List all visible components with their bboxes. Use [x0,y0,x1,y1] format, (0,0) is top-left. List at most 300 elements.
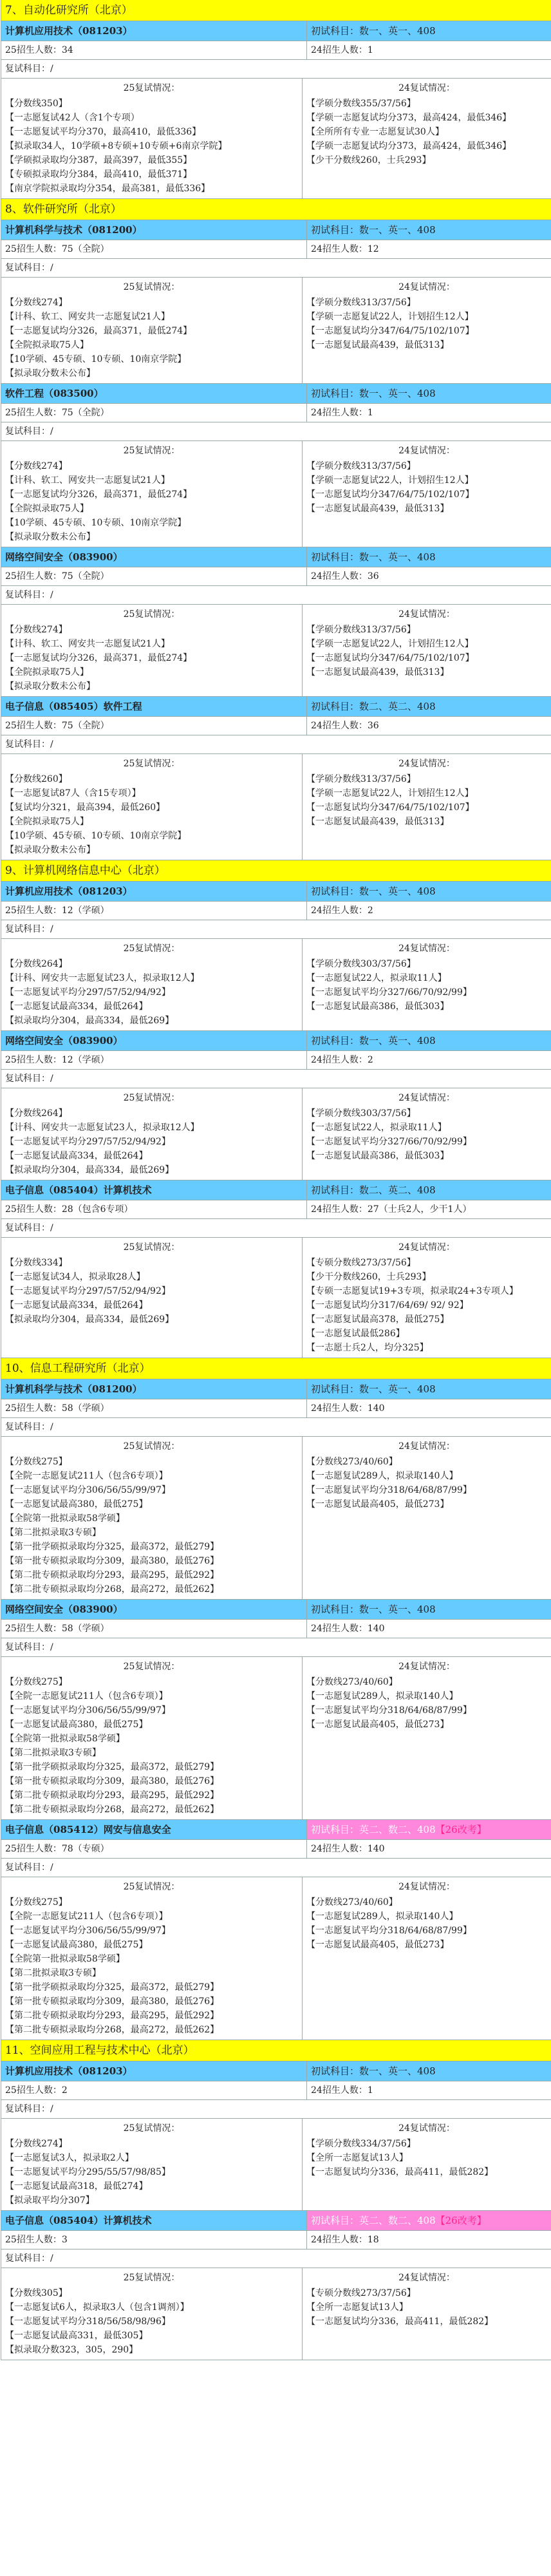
retest-subjects: 复试科目：/ [1,735,551,754]
major-name: 计算机科学与技术（081200） [1,1379,307,1399]
major-header-row [1,1820,551,1840]
retest-subjects: 复试科目：/ [1,2249,551,2268]
exam-subjects [307,1031,551,1050]
stats-2025-line: 【专硕拟录取均分384，最高410，最低371】 [5,169,192,180]
stats-2025-line: 【分数线260】 [5,774,68,784]
stats-2024-heading: 24复试情况： [398,1662,455,1672]
stats-2025-line: 【学硕拟录取均分387，最高397，最低355】 [5,155,192,166]
stats-2025-line: 【一志愿复试最高380，最低275】 [5,1719,148,1730]
major-name: 网络空间安全（083900） [1,547,307,567]
quota-row [1,902,551,920]
stats-2025-column [1,2119,303,2210]
retest-stats-row [1,79,551,199]
stats-2025-line: 【第二批专硕拟录取均分268，最高272，最低262】 [5,1804,219,1815]
stats-2025-line: 【分数线275】 [5,1897,68,1908]
institute-title: 7、自动化研究所（北京） [1,0,551,21]
stats-2024-heading: 24复试情况： [398,1882,455,1892]
stats-2025-line: 【计科、网安共一志愿复试23人，拟录取12人】 [5,1122,200,1133]
stats-2025-line: 【分数线275】 [5,1677,68,1687]
exam-subjects [307,220,551,240]
exam-subjects [307,697,551,716]
stats-2025-line: 【一志愿复试42人（含1个专项） [5,113,140,123]
stats-2024-line: 【学硕一志愿复试22人，计划招生12人】 [306,639,474,649]
quota-row [1,1051,551,1070]
stats-2024-line: 【学硕一志愿复试均分373，最高424，最低346】 [306,113,512,123]
retest-stats-row [1,1238,551,1358]
stats-2024-line: 【学硕分数线313/37/56】 [306,774,416,784]
retest-stats-row [1,1657,551,1820]
exam-subjects-text: 初试科目：数一、英一、408 [311,551,436,563]
major-name: 网络空间安全（083900） [1,1031,307,1050]
stats-2025-line: 【一志愿复试最高334，最低264】 [5,1300,148,1311]
exam-subjects-text: 初试科目：数一、英一、408 [311,1383,436,1395]
stats-2025-line: 【全院第一批拟录取58学硕】 [5,1734,125,1744]
exam-change-note: 【26改考】 [435,1824,487,1835]
stats-2025-line: 【南京学院拟录取均分354，最高381，最低336】 [5,184,210,194]
quota-row [1,1620,551,1638]
stats-2025-line: 【拟录取分数未公布】 [5,532,95,542]
retest-subjects: 复试科目：/ [1,2100,551,2119]
stats-2025-line: 【第一批学硕拟录取均分325，最高372，最低279】 [5,1762,219,1772]
quota-row [1,240,551,259]
stats-2024-heading: 24复试情况： [398,1093,455,1103]
stats-2024-line: 【学硕分数线334/37/56】 [306,2139,416,2149]
stats-2025-line: 【一志愿复试平均分306/56/55/99/97】 [5,1926,171,1936]
quota-2024: 24招生人数：12 [311,244,379,254]
stats-2025-heading: 25复试情况： [123,1662,180,1672]
stats-2025-line: 【拟录取分数323，305，290】 [5,2345,138,2355]
stats-2024-line: 【专硕一志愿复试19+3专项，拟录取24+3专项人】 [306,1286,518,1296]
stats-2025-line: 【第二批专硕拟录取均分293，最高295，最低292】 [5,2011,219,2021]
stats-2025-line: 【第一批专硕拟录取均分309，最高380，最低276】 [5,1556,219,1566]
stats-2025-line: 【计科、软工、网安共一志愿复试21人】 [5,312,170,322]
stats-2024-line: 【学硕分数线313/37/56】 [306,298,416,308]
institute-title: 9、计算机网络信息中心（北京） [1,860,551,882]
stats-2025-line: 【全院拟录取75人】 [5,667,89,677]
stats-2025-column [1,605,303,696]
exam-subjects-text: 初试科目：数二、英二、408 [311,1184,436,1196]
stats-2025-line: 【分数线274】 [5,2139,68,2149]
stats-2025-line: 【分数线274】 [5,461,68,471]
stats-2025-column [1,939,303,1030]
stats-2025-column [1,1877,303,2040]
exam-subjects [307,2061,551,2081]
stats-2025-line: 【全院第一批拟录取58学硕】 [5,1513,125,1524]
stats-2025-line: 【拟录取分数未公布】 [5,845,95,855]
quota-2024: 24招生人数：27（士兵2人，少干1人） [311,1204,472,1215]
stats-2024-column [303,1437,551,1599]
stats-2025-line: 【一志愿复试最高380，最低275】 [5,1499,148,1510]
stats-2025-line: 【拟录取均分304，最高334，最低269】 [5,1016,174,1026]
stats-2024-line: 【少干分数线260，士兵293】 [306,1272,431,1282]
stats-2025-line: 【全院第一批拟录取58学硕】 [5,1954,125,1964]
stats-2024-line: 【学硕一志愿复试22人，计划招生12人】 [306,788,474,799]
stats-2024-line: 【学硕分数线313/37/56】 [306,625,416,635]
stats-2025-line: 【第一批学硕拟录取均分325，最高372，最低279】 [5,1982,219,1993]
stats-2024-line: 【一志愿复试最高439，最低313】 [306,667,449,677]
stats-2025-line: 【一志愿复试平均分306/56/55/99/97】 [5,1705,171,1716]
stats-2025-heading: 25复试情况： [123,1093,180,1103]
stats-2024-column [303,79,551,198]
stats-2025-line: 【一志愿复试平均分318/56/58/98/96】 [5,2316,171,2327]
stats-2024-line: 【分数线273/40/60】 [306,1457,398,1467]
major-header-row [1,1180,551,1200]
stats-2024-line: 【学硕一志愿复试22人，计划招生12人】 [306,312,474,322]
exam-subjects [307,547,551,567]
retest-subjects: 复试科目：/ [1,1638,551,1657]
stats-2024-heading: 24复试情况： [398,609,455,620]
quota-2025: 25招生人数：28（包含6专项） [1,1200,307,1218]
stats-2024-line: 【一志愿复试最高386，最低303】 [306,1001,449,1012]
admission-document [1,0,551,2360]
stats-2025-line: 【分数线274】 [5,625,68,635]
quota-row [1,41,551,60]
exam-subjects [307,21,551,41]
stats-2025-line: 【计科、软工、网安共一志愿复试21人】 [5,475,170,486]
stats-2025-heading: 25复试情况： [123,446,180,456]
stats-2025-heading: 25复试情况： [123,1441,180,1452]
quota-2025: 25招生人数：58（学硕） [1,1620,307,1638]
exam-subjects-text: 初试科目：数一、英一、408 [311,25,436,37]
stats-2025-line: 【第二批专硕拟录取均分268，最高272，最低262】 [5,2025,219,2035]
stats-2024-column [303,1877,551,2040]
stats-2025-heading: 25复试情况： [123,759,180,769]
stats-2025-line: 【一志愿复试最高380，最低275】 [5,1940,148,1950]
exam-subjects-text: 初试科目：数一、英一、408 [311,224,436,236]
stats-2025-line: 【分数线264】 [5,1108,68,1119]
stats-2024-line: 【少干分数线260，士兵293】 [306,155,431,166]
stats-2024-line: 【分数线273/40/60】 [306,1677,398,1687]
exam-subjects-text: 初试科目：英二、数二、408 [311,2215,436,2226]
stats-2025-heading: 25复试情况： [123,2273,180,2283]
stats-2024-heading: 24复试情况： [398,282,455,292]
stats-2024-line: 【学硕分数线313/37/56】 [306,461,416,471]
stats-2025-line: 【10学硕、45专硕、10专硕、10南京学院】 [5,831,187,841]
stats-2025-line: 【拟录取平均分307】 [5,2195,95,2206]
stats-2024-line: 【一志愿复试最高386，最低303】 [306,1151,449,1161]
stats-2024-heading: 24复试情况： [398,1242,455,1253]
major-header-row [1,1600,551,1620]
stats-2025-line: 【拟录取均分304，最高334，最低269】 [5,1314,174,1325]
quota-row [1,2081,551,2100]
stats-2024-line: 【一志愿复试最高405，最低273】 [306,1719,449,1730]
major-name: 网络空间安全（083900） [1,1600,307,1619]
stats-2025-column [1,79,303,198]
stats-2024-line: 【一志愿复试均分347/64/75/102/107】 [306,489,474,500]
quota-2025: 25招生人数：34 [1,41,307,59]
stats-2025-line: 【一志愿复试最高334，最低264】 [5,1001,148,1012]
quota-2024: 24招生人数：18 [311,2235,379,2245]
stats-2025-line: 【第二批拟录取3专硕】 [5,1528,101,1538]
exam-subjects [307,384,551,403]
stats-2025-line: 【一志愿复试34人，拟录取28人】 [5,1272,145,1282]
exam-subjects [307,1820,551,1839]
major-name: 电子信息（085404）计算机技术 [1,1180,307,1200]
stats-2024-line: 【一志愿复试均分347/64/75/102/107】 [306,326,474,336]
stats-2025-column [1,1238,303,1358]
quota-2025: 25招生人数：75（全院） [1,240,307,258]
stats-2025-line: 【分数线305】 [5,2288,68,2298]
stats-2025-line: 【一志愿复试平均分297/57/52/94/92】 [5,987,171,998]
retest-stats-row [1,2268,551,2360]
stats-2025-line: 【一志愿复试均分326，最高371，最低274】 [5,489,192,500]
stats-2025-line: 【10学硕、45专硕、10专硕、10南京学院】 [5,354,187,365]
quota-2025: 25招生人数：12（学硕） [1,902,307,920]
stats-2025-line: 【一志愿复试87人（含15专项）】 [5,788,141,799]
retest-stats-row [1,278,551,384]
stats-2024-column [303,605,551,696]
stats-2025-column [1,441,303,547]
stats-2024-line: 【专硕分数线273/37/56】 [306,1258,416,1268]
quota-2024: 24招生人数：2 [311,1055,373,1065]
exam-subjects-text: 初试科目：数一、英一、408 [311,1035,436,1046]
retest-stats-row [1,441,551,547]
stats-2025-line: 【全院一志愿复试211人（包含6专项）】 [5,1471,168,1481]
major-header-row [1,220,551,240]
quota-2025: 25招生人数：78（专硕） [1,1840,307,1858]
stats-2024-line: 【一志愿复试均分347/64/75/102/107】 [306,802,474,813]
stats-2025-line: 【全院拟录取75人】 [5,504,89,514]
stats-2024-line: 【学硕分数线303/37/56】 [306,1108,416,1119]
major-header-row [1,21,551,41]
exam-change-note: 【26改考】 [435,2215,487,2226]
stats-2024-line: 【一志愿士兵2人，均分325】 [306,1343,429,1353]
stats-2025-line: 【一志愿复试3人，拟录取2人】 [5,2153,134,2163]
stats-2024-line: 【一志愿复试最高439，最低313】 [306,817,449,827]
stats-2024-line: 【一志愿复试平均分318/64/68/87/99】 [306,1926,472,1936]
stats-2024-line: 【全所所有专业一志愿复试30人】 [306,127,444,137]
stats-2025-column [1,1657,303,1819]
stats-2025-line: 【10学硕、45专硕、10专硕、10南京学院】 [5,518,187,528]
major-header-row [1,1031,551,1051]
stats-2025-line: 【分数线264】 [5,959,68,969]
retest-subjects: 复试科目：/ [1,920,551,939]
quota-2025: 25招生人数：12（学硕） [1,1051,307,1069]
stats-2025-line: 【一志愿复试最高318，最低274】 [5,2181,148,2192]
retest-subjects: 复试科目：/ [1,1219,551,1238]
stats-2024-line: 【一志愿复试均分336，最高411，最低282】 [306,2316,494,2327]
retest-subjects: 复试科目：/ [1,1859,551,1877]
stats-2024-heading: 24复试情况： [398,446,455,456]
stats-2025-line: 【全院拟录取75人】 [5,817,89,827]
quota-row [1,1200,551,1219]
stats-2024-line: 【一志愿复试最高439，最低313】 [306,504,449,514]
stats-2025-line: 【第一批专硕拟录取均分309，最高380，最低276】 [5,1776,219,1786]
stats-2025-line: 【一志愿复试均分326，最高371，最低274】 [5,653,192,663]
stats-2025-line: 【一志愿复试平均分295/55/57/98/85】 [5,2167,171,2177]
stats-2024-line: 【学硕分数线303/37/56】 [306,959,416,969]
stats-2024-heading: 24复试情况： [398,2273,455,2283]
major-header-row [1,2061,551,2081]
quota-2024: 24招生人数：36 [311,721,379,731]
stats-2024-line: 【全所一志愿复试13人】 [306,2153,408,2163]
retest-subjects: 复试科目：/ [1,586,551,605]
stats-2024-line: 【一志愿复试均分317/64/69/ 92/ 92】 [306,1300,469,1311]
stats-2025-heading: 25复试情况： [123,943,180,954]
stats-2025-line: 【全院一志愿复试211人（包含6专项）】 [5,1691,168,1701]
stats-2024-line: 【一志愿复试289人，拟录取140人】 [306,1911,458,1922]
institute-title: 8、软件研究所（北京） [1,199,551,220]
retest-stats-row [1,939,551,1031]
stats-2025-heading: 25复试情况： [123,282,180,292]
major-header-row [1,697,551,717]
stats-2025-column [1,278,303,383]
stats-2025-line: 【拟录取均分304，最高334，最低269】 [5,1165,174,1175]
stats-2024-line: 【学硕一志愿复试22人，计划招生12人】 [306,475,474,486]
stats-2025-column [1,1437,303,1599]
stats-2024-line: 【一志愿复试289人，拟录取140人】 [306,1471,458,1481]
stats-2024-line: 【专硕分数线273/37/56】 [306,2288,416,2298]
quota-2024: 24招生人数：140 [311,1844,385,1854]
stats-2025-line: 【计科、软工、网安共一志愿复试21人】 [5,639,170,649]
stats-2024-heading: 24复试情况： [398,83,455,93]
stats-2025-line: 【一志愿复试6人，拟录取3人（包含1调剂）】 [5,2302,189,2313]
stats-2025-line: 【一志愿复试最高334，最低264】 [5,1151,148,1161]
stats-2025-line: 【第一批专硕拟录取均分309，最高380，最低276】 [5,1996,219,2007]
retest-subjects: 复试科目：/ [1,1070,551,1088]
stats-2025-line: 【一志愿复试均分326，最高371，最低274】 [5,326,192,336]
major-name: 计算机科学与技术（081200） [1,220,307,240]
stats-2024-line: 【一志愿复试22人，拟录取11人】 [306,1122,447,1133]
quota-2025: 25招生人数：75（全院） [1,567,307,585]
stats-2025-line: 【拟录取分数未公布】 [5,681,95,692]
stats-2024-heading: 24复试情况： [398,2123,455,2134]
quota-2024: 24招生人数：1 [311,2085,373,2096]
stats-2024-line: 【一志愿复试最低286】 [306,1329,405,1339]
stats-2025-heading: 25复试情况： [123,1882,180,1892]
retest-stats-row [1,1877,551,2040]
major-name: 计算机应用技术（081203） [1,882,307,901]
quota-row [1,2231,551,2249]
stats-2025-line: 【拟录取分数未公布】 [5,368,95,379]
stats-2024-line: 【一志愿复试平均分318/64/68/87/99】 [306,1485,472,1495]
quota-2025: 25招生人数：75（全院） [1,717,307,735]
quota-row [1,404,551,422]
retest-subjects: 复试科目：/ [1,1418,551,1437]
major-header-row [1,384,551,404]
stats-2025-line: 【计科、网安共一志愿复试23人，拟录取12人】 [5,973,200,983]
stats-2025-line: 【第二批专硕拟录取均分293，最高295，最低292】 [5,1790,219,1801]
stats-2024-line: 【一志愿复试最高405，最低273】 [306,1940,449,1950]
stats-2025-heading: 25复试情况： [123,609,180,620]
stats-2025-heading: 25复试情况： [123,83,180,93]
major-header-row [1,547,551,567]
major-name: 电子信息（085404）计算机技术 [1,2211,307,2230]
stats-2025-line: 【全院一志愿复试211人（包含6专项）】 [5,1911,168,1922]
major-name: 电子信息（085405）软件工程 [1,697,307,716]
stats-2025-line: 【第一批学硕拟录取均分325，最高372，最低279】 [5,1542,219,1552]
exam-subjects [307,1180,551,1200]
stats-2025-column [1,754,303,860]
exam-subjects-text: 初试科目：英二、数二、408 [311,1824,436,1835]
retest-stats-row [1,2119,551,2211]
stats-2024-line: 【一志愿复试平均分327/66/70/92/99】 [306,987,472,998]
stats-2024-column [303,1657,551,1819]
stats-2024-line: 【一志愿复试最高405，最低273】 [306,1499,449,1510]
stats-2025-line: 【一志愿复试平均分297/57/52/94/92】 [5,1137,171,1147]
stats-2024-line: 【一志愿复试289人，拟录取140人】 [306,1691,458,1701]
exam-subjects [307,1379,551,1399]
stats-2025-line: 【一志愿复试平均分306/56/55/99/97】 [5,1485,171,1495]
stats-2024-column [303,278,551,383]
stats-2025-line: 【拟录取34人，10学硕+8专硕+10专硕+6南京学院】 [5,141,227,151]
stats-2025-column [1,2268,303,2360]
stats-2024-line: 【一志愿复试最高439，最低313】 [306,340,449,350]
stats-2024-line: 【一志愿复试22人，拟录取11人】 [306,973,447,983]
stats-2024-column [303,441,551,547]
stats-2024-column [303,754,551,860]
stats-2025-line: 【第二批专硕拟录取均分293，最高295，最低292】 [5,1570,219,1580]
major-name: 软件工程（083500） [1,384,307,403]
institute-title: 11、空间应用工程与技术中心（北京） [1,2040,551,2061]
exam-subjects [307,1600,551,1619]
stats-2024-line: 【一志愿复试平均分318/64/68/87/99】 [306,1705,472,1716]
major-header-row [1,882,551,902]
quota-2025: 25招生人数：75（全院） [1,404,307,422]
stats-2024-heading: 24复试情况： [398,1441,455,1452]
stats-2025-line: 【第二批拟录取3专硕】 [5,1968,101,1978]
institute-title: 10、信息工程研究所（北京） [1,1358,551,1379]
quota-2024: 24招生人数：140 [311,1624,385,1634]
quota-2025: 25招生人数：58（学硕） [1,1399,307,1417]
exam-subjects-text: 初试科目：数二、英二、408 [311,701,436,712]
stats-2025-line: 【分数线334】 [5,1258,68,1268]
stats-2024-line: 【一志愿复试平均分327/66/70/92/99】 [306,1137,472,1147]
quota-row [1,567,551,586]
stats-2024-column [303,2119,551,2210]
stats-2024-column [303,1238,551,1358]
retest-stats-row [1,1088,551,1180]
retest-stats-row [1,605,551,697]
exam-subjects [307,2211,551,2230]
stats-2025-line: 【第二批拟录取3专硕】 [5,1748,101,1758]
major-name: 计算机应用技术（081203） [1,21,307,41]
stats-2025-line: 【全院拟录取75人】 [5,340,89,350]
stats-2024-column [303,2268,551,2360]
stats-2024-line: 【学硕分数线355/37/56】 [306,99,416,109]
retest-subjects: 复试科目：/ [1,422,551,441]
stats-2024-line: 【一志愿复试均分336，最高411，最低282】 [306,2167,494,2177]
stats-2025-line: 【分数线274】 [5,298,68,308]
stats-2025-line: 【一志愿复试最高331，最低305】 [5,2331,148,2341]
stats-2025-line: 【分数线350】 [5,99,68,109]
quota-2024: 24招生人数：36 [311,571,379,582]
stats-2024-line: 【全所一志愿复试13人】 [306,2302,408,2313]
exam-subjects-text: 初试科目：数一、英一、408 [311,388,436,399]
exam-subjects-text: 初试科目：数一、英一、408 [311,2065,436,2077]
major-header-row [1,1379,551,1399]
retest-stats-row [1,1437,551,1600]
major-name: 电子信息（085412）网安与信息安全 [1,1820,307,1839]
quota-2025: 25招生人数：2 [1,2081,307,2099]
stats-2025-column [1,1088,303,1180]
stats-2024-heading: 24复试情况： [398,759,455,769]
exam-subjects [307,882,551,901]
stats-2024-line: 【一志愿复试最高378，最低275】 [306,1314,449,1325]
quota-row [1,1840,551,1859]
quota-2024: 24招生人数：1 [311,45,373,55]
retest-subjects: 复试科目：/ [1,60,551,79]
stats-2025-line: 【第二批专硕拟录取均分268，最高272，最低262】 [5,1584,219,1595]
exam-subjects-text: 初试科目：数一、英一、408 [311,886,436,897]
stats-2025-line: 【分数线275】 [5,1457,68,1467]
retest-subjects: 复试科目：/ [1,259,551,278]
stats-2024-column [303,939,551,1030]
quota-2025: 25招生人数：3 [1,2231,307,2249]
stats-2025-heading: 25复试情况： [123,1242,180,1253]
stats-2024-line: 【一志愿复试均分347/64/75/102/107】 [306,653,474,663]
quota-row [1,717,551,735]
